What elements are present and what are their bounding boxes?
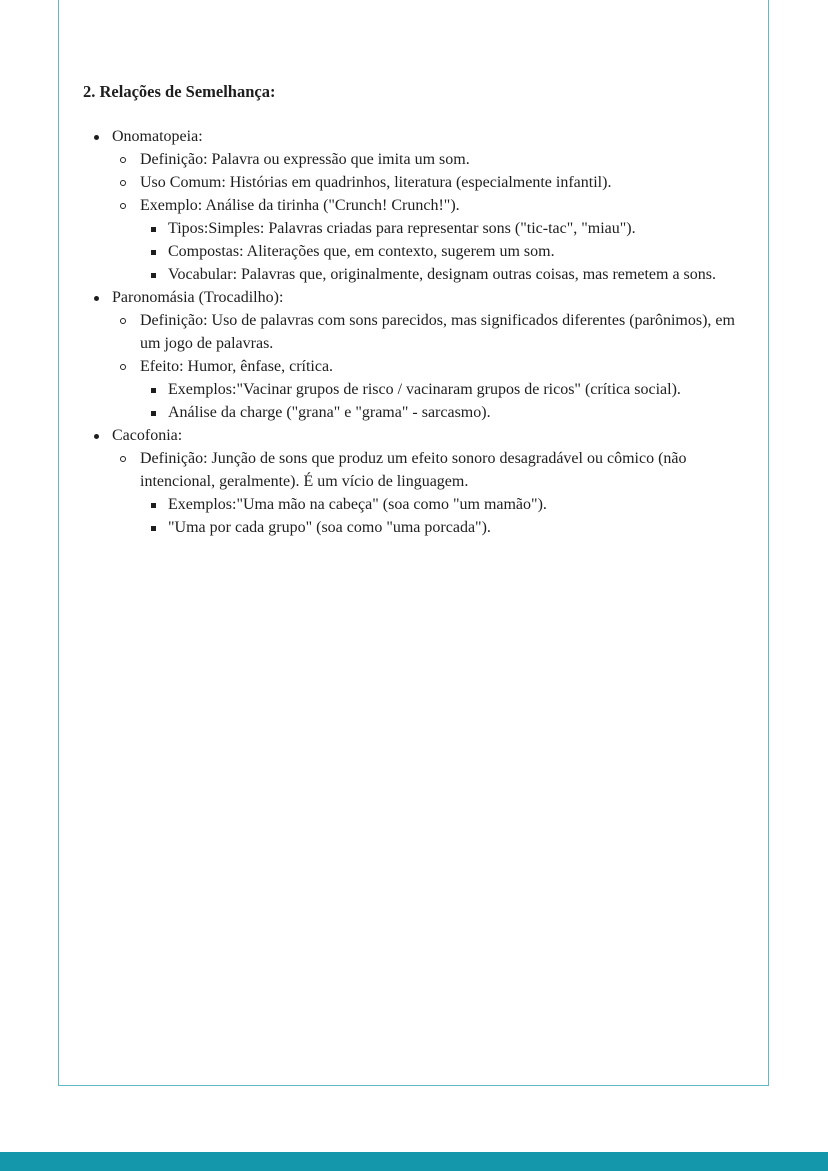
list-item (140, 240, 743, 263)
list-item-paronomasia (83, 286, 743, 424)
list-item-label: Uso Comum: Histórias em quadrinhos, literatura (especialmente infantil). (140, 174, 612, 191)
list-item (140, 217, 743, 240)
list-item-label: Definição: Uso de palavras com sons parecidos, mas significados diferentes (parônimos), em um jogo de palavras. (140, 312, 735, 352)
document-content (83, 80, 743, 539)
sub-list (112, 309, 743, 424)
sub-sub-list (140, 378, 743, 424)
list-item-cacofonia (83, 424, 743, 539)
list-item-label: Cacofonia: (112, 427, 183, 444)
sub-list (112, 148, 743, 286)
list-item-label: Análise da charge ("grana" e "grama" - sarcasmo). (168, 404, 491, 421)
list-item-label: "Uma por cada grupo" (soa como "uma porcada"). (168, 519, 491, 536)
list-item-label: Onomatopeia: (112, 128, 203, 145)
list-item-label: Definição: Palavra ou expressão que imita um som. (140, 151, 470, 168)
sub-sub-list (140, 217, 743, 286)
list-item-label: Exemplos:"Vacinar grupos de risco / vacinaram grupos de ricos" (crítica social). (168, 381, 681, 398)
list-item-label: Tipos:Simples: Palavras criadas para representar sons ("tic-tac", "miau"). (168, 220, 636, 237)
list-item (112, 447, 743, 539)
list-item-label: Compostas: Aliterações que, em contexto, sugerem um som. (168, 243, 555, 260)
list-item (140, 516, 743, 539)
list-item-label: Exemplos:"Uma mão na cabeça" (soa como "um mamão"). (168, 496, 547, 513)
list-item-label: Definição: Junção de sons que produz um efeito sonoro desagradável ou cômico (não intencional, geralmente). É um vício de linguagem. (140, 450, 687, 490)
list-item-label: Paronomásia (Trocadilho): (112, 289, 284, 306)
list-item-label: Exemplo: Análise da tirinha ("Crunch! Crunch!"). (140, 197, 460, 214)
list-item (140, 401, 743, 424)
footer-bar (0, 1152, 828, 1171)
list-item (112, 148, 743, 171)
sub-sub-list (140, 493, 743, 539)
list-item (140, 263, 743, 286)
list-item-label: Vocabular: Palavras que, originalmente, designam outras coisas, mas remetem a sons. (168, 266, 716, 283)
list-item (140, 493, 743, 516)
list-item-label: Efeito: Humor, ênfase, crítica. (140, 358, 334, 375)
list-item (112, 309, 743, 355)
list-item (112, 194, 743, 286)
list-item (112, 355, 743, 424)
list-item (112, 171, 743, 194)
top-level-list (83, 125, 743, 539)
sub-list (112, 447, 743, 539)
list-item-onomatopeia (83, 125, 743, 286)
list-item (140, 378, 743, 401)
section-heading: 2. Relações de Semelhança: (83, 82, 276, 101)
